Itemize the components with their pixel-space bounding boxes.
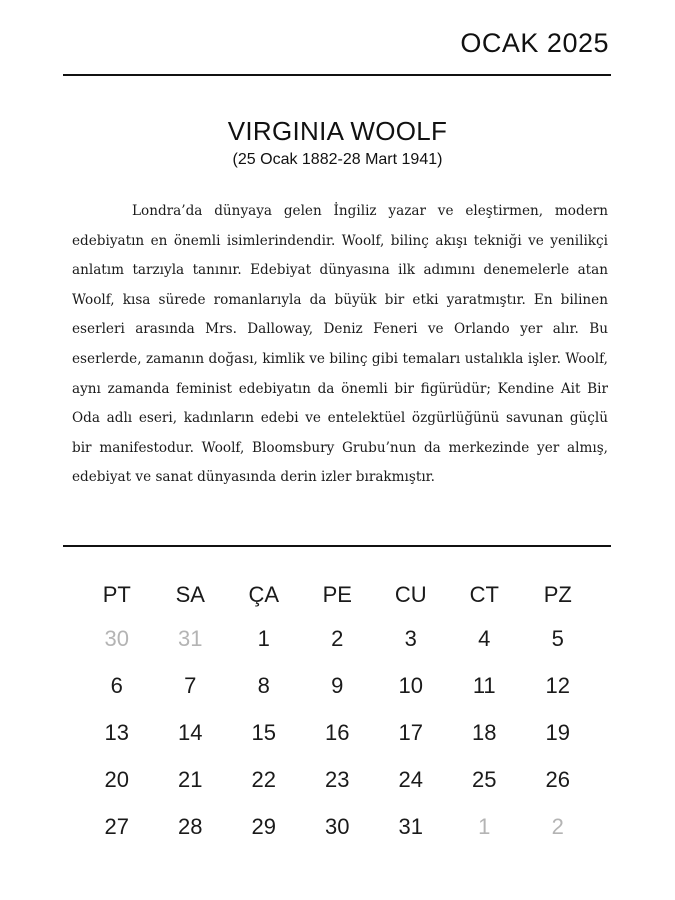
calendar-day: 27 bbox=[104, 814, 129, 839]
weekday-label: PT bbox=[102, 582, 131, 607]
calendar-day-outside-month: 30 bbox=[104, 626, 129, 651]
person-dates: (25 Ocak 1882-28 Mart 1941) bbox=[232, 151, 443, 168]
calendar-day: 30 bbox=[325, 814, 350, 839]
calendar-day-outside-month: 2 bbox=[551, 814, 564, 839]
month-title: OCAK 2025 bbox=[460, 28, 609, 58]
calendar-week-row bbox=[80, 720, 595, 767]
calendar-day: 8 bbox=[257, 673, 270, 698]
top-divider bbox=[63, 74, 611, 76]
weekday-label: PE bbox=[322, 582, 352, 607]
weekday-label: CT bbox=[469, 582, 499, 607]
calendar-day: 7 bbox=[184, 673, 197, 698]
calendar-day: 18 bbox=[472, 720, 497, 745]
calendar-day: 25 bbox=[472, 767, 497, 792]
calendar-day: 26 bbox=[545, 767, 570, 792]
calendar-grid bbox=[80, 582, 595, 861]
calendar-day-outside-month: 1 bbox=[478, 814, 491, 839]
person-name: VIRGINIA WOOLF bbox=[227, 116, 448, 146]
calendar-day: 3 bbox=[404, 626, 417, 651]
calendar-day: 11 bbox=[472, 673, 496, 698]
weekday-label: SA bbox=[175, 582, 205, 607]
calendar-day: 22 bbox=[251, 767, 276, 792]
calendar-day: 24 bbox=[398, 767, 423, 792]
calendar-day: 6 bbox=[110, 673, 123, 698]
calendar-day: 1 bbox=[257, 626, 270, 651]
weekday-label: PZ bbox=[543, 582, 572, 607]
calendar-day: 17 bbox=[398, 720, 423, 745]
calendar-day: 2 bbox=[331, 626, 344, 651]
weekday-label: ÇA bbox=[248, 582, 280, 607]
calendar-day: 29 bbox=[251, 814, 276, 839]
calendar-week-row bbox=[80, 673, 595, 720]
calendar-day: 16 bbox=[325, 720, 350, 745]
calendar-day: 21 bbox=[178, 767, 203, 792]
weekday-label: CU bbox=[394, 582, 427, 607]
calendar-day: 31 bbox=[398, 814, 423, 839]
weekday-header-row bbox=[80, 582, 595, 626]
calendar-day: 28 bbox=[178, 814, 203, 839]
calendar-day: 19 bbox=[545, 720, 570, 745]
calendar-day-outside-month: 31 bbox=[178, 626, 203, 651]
calendar-week-row bbox=[80, 767, 595, 814]
calendar-day: 15 bbox=[251, 720, 276, 745]
calendar-week-row bbox=[80, 814, 595, 861]
bottom-divider bbox=[63, 545, 611, 547]
calendar-day: 20 bbox=[104, 767, 129, 792]
calendar-day: 4 bbox=[478, 626, 491, 651]
calendar-day: 23 bbox=[325, 767, 350, 792]
calendar-weeks bbox=[80, 626, 595, 861]
calendar-day: 9 bbox=[331, 673, 344, 698]
calendar-day: 5 bbox=[551, 626, 564, 651]
calendar-day: 14 bbox=[178, 720, 203, 745]
calendar-day: 12 bbox=[545, 673, 570, 698]
calendar-day: 13 bbox=[104, 720, 129, 745]
calendar-day: 10 bbox=[398, 673, 423, 698]
biography-paragraph: Londra’da dünyaya gelen İngiliz yazar ve eleştirmen, modern edebiyatın en önemli isimlerindendir. Woolf, bilinç akışı tekniği ve yenilikçi anlatım tarzıyla tanınır. Edebiyat dünyasına ilk adımını denemelerle atan Woolf, kısa sürede romanlarıyla da büyük bir etki yaratmıştır. En bilinen eserleri arasında Mrs. Dalloway, Deniz Feneri ve Orlando yer alır. Bu eserlerde, zamanın doğası, kimlik ve bilinç gibi temaları ustalıkla işler. Woolf, aynı zamanda feminist edebiyatın da önemli bir figürüdür; Kendine Ait Bir Oda adlı eseri, kadınların edebi ve entelektüel özgürlüğünü savunan güçlü bir manifestodur. Woolf, Bloomsbury Grubu’nun da merkezinde yer almış, edebiyat ve sanat dünyasında derin izler bırakmıştır. bbox=[72, 203, 608, 486]
calendar-week-row bbox=[80, 626, 595, 673]
